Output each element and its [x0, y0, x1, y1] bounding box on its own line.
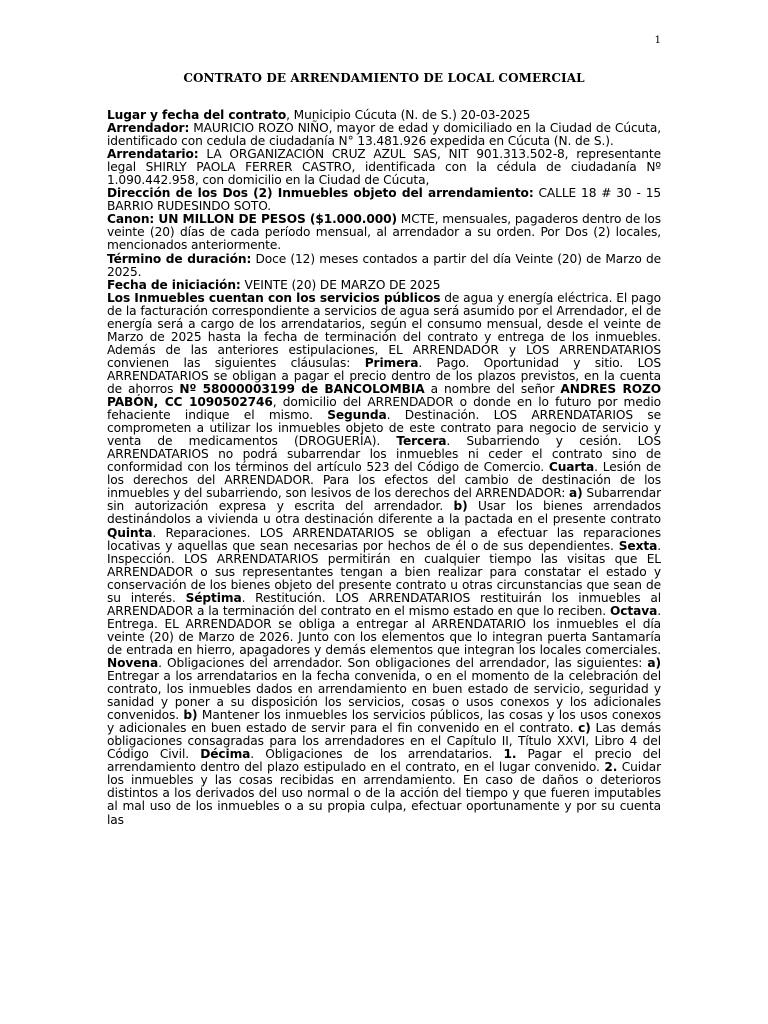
- text-run: Mantener los inmuebles los servicios públicos, las cosas y los usos conexos y adicionales en buen estado de servir para el fin convenido en el contrato.: [107, 708, 661, 736]
- bold-text-run: Quinta: [107, 525, 153, 540]
- text-run: Las demás obligaciones consagradas para los arrendadores en el Capítulo II, Título XXVI, Libro 4 del Código Civil.: [107, 721, 662, 762]
- bold-text-run: Los Inmuebles cuentan con los servicios públicos: [107, 290, 441, 305]
- text-run: . Reparaciones. LOS ARRENDATARIOS se obligan a efectuar las reparaciones locativas y aquellas que sean necesarias por hechos de él o de sus dependientes.: [107, 525, 661, 553]
- text-run: Entregar a los arrendatarios en la fecha convenida, o en el momento de la celebración del contrato, los inmuebles dados en arrendamiento en buen estado de servicio, seguridad y sanidad y poner a su disposición los servicios, cosas o usos conexos y los adicionales convenidos.: [107, 669, 661, 723]
- bold-text-run: Arrendatario:: [107, 147, 199, 162]
- bold-text-run: Canon: UN MILLON DE PESOS ($1.000.000): [107, 212, 397, 227]
- bold-text-run: Décima: [200, 747, 251, 762]
- bold-text-run: Nº 58000003199 de BANCOLOMBIA: [179, 381, 425, 396]
- text-run: MCTE, mensuales, pagaderos dentro de los veinte (20) días de cada período mensual, al arrendador a su orden. Por Dos (2) locales, mencionados anteriormente.: [107, 212, 661, 253]
- contract-body: [107, 109, 661, 827]
- text-run: , domicilio del ARRENDADOR o donde en lo futuro por medio fehaciente indique el mismo.: [107, 395, 662, 423]
- bold-text-run: b): [183, 708, 198, 723]
- text-run: Doce (12) meses contados a partir del día Veinte (20) de Marzo de 2025.: [107, 251, 661, 279]
- bold-text-run: Fecha de iniciación:: [107, 277, 241, 292]
- bold-text-run: Término de duración:: [107, 251, 252, 266]
- bold-text-run: Cuarta: [548, 460, 595, 475]
- bold-text-run: c): [578, 721, 591, 736]
- bold-text-run: Novena: [107, 655, 159, 670]
- bold-text-run: a): [569, 486, 583, 501]
- bold-text-run: Lugar y fecha del contrato: [107, 108, 287, 122]
- text-run: CALLE 18 # 30 - 15 BARRIO RUDESINDO SOTO.: [107, 186, 661, 214]
- text-run: VEINTE (20) DE MARZO DE 2025: [240, 277, 441, 292]
- text-run: MAURICIO ROZO NIÑO, mayor de edad y domiciliado en la Ciudad de Cúcuta, identificado con cedula de ciudadanía N° 13.481.926 expedida en Cúcuta (N. de S.).: [107, 121, 661, 149]
- text-run: LA ORGANIZACIÓN CRUZ AZUL SAS, NIT 901.313.502-8, representante legal SHIRLY PAOLA FERRER CASTRO, identificada con la cédula de ciudadanía Nº 1.090.442.958, con domicilio en la Ciudad de Cúcuta,: [107, 147, 661, 188]
- text-run: . Lesión de los derechos del ARRENDADOR. Para los efectos del cambio de destinación de los inmuebles y del subarriendo, son lesivos de los derechos del ARRENDADOR:: [107, 460, 662, 501]
- text-run: , Municipio Cúcuta (N. de S.) 20-03-2025: [286, 108, 531, 122]
- bold-text-run: Arrendador:: [107, 121, 190, 136]
- contract-paragraph: [107, 187, 661, 213]
- text-run: a nombre del señor: [424, 381, 561, 396]
- text-run: . Restitución. LOS ARRENDATARIOS restituirán los inmuebles al ARRENDADOR a la terminación del contrato en el mismo estado en que lo reciben.: [107, 590, 661, 618]
- text-run: . Obligaciones de los arrendatarios.: [250, 747, 504, 762]
- text-run: . Entrega. EL ARRENDADOR se obliga a entregar al ARRENDATARIO los inmuebles el día veinte (20) de Marzo de 2026. Junto con los elementos que lo integran puerta Santamaría de entrada en hierro, apagadores y demás elementos que integran los locales comerciales.: [107, 603, 661, 657]
- contract-paragraph: [107, 213, 661, 252]
- text-run: Usar los bienes arrendados destinándolos a vivienda u otra destinación diferente a la pactada en el presente contrato: [107, 499, 661, 527]
- bold-text-run: Primera: [364, 355, 419, 370]
- bold-text-run: Sexta: [618, 538, 658, 553]
- bold-text-run: Tercera: [396, 434, 447, 449]
- text-run: . Subarriendo y cesión. LOS ARRENDATARIOS no podrá subarrendar los inmuebles ni ceder el contrato sino de conformidad con los términos del artículo 523 del Código de Comercio.: [107, 434, 661, 475]
- bold-text-run: a): [647, 655, 661, 670]
- text-run: Cuidar los inmuebles y las cosas recibidas en arrendamiento. En caso de daños o deterioros distintos a los derivados del uso normal o de la acción del tiempo y que fueren imputables al mal uso de los inmuebles o a su propia culpa, efectuar oportunamente y por su cuenta las: [107, 760, 662, 827]
- bold-text-run: Segunda: [327, 408, 387, 423]
- contract-paragraph: [107, 253, 661, 279]
- text-run: Subarrendar sin autorización expresa y escrita del arrendador.: [107, 486, 661, 514]
- text-run: . Pago. Oportunidad y sitio. LOS ARRENDATARIOS se obligan a pagar el precio dentro de los plazos previstos, en la cuenta de ahorros: [107, 355, 662, 396]
- page-number: 1: [654, 35, 661, 46]
- bold-text-run: ANDRES ROZO PABÓN, CC 1090502746: [107, 381, 661, 410]
- bold-text-run: 2.: [604, 760, 618, 775]
- contract-paragraph: [107, 148, 661, 187]
- text-run: de agua y energía eléctrica. El pago de la facturación correspondiente a servicios de agua será asumido por el Arrendador, el de energía será a cargo de los arrendatarios, según el consumo mensual, desde el veinte de Marzo de 2025 hasta la fecha de terminación del contrato y entrega de los inmuebles. Además de las anteriores estipulaciones, EL ARRENDADOR y LOS ARRENDATARIOS convienen las siguientes cláusulas:: [107, 290, 662, 370]
- bold-text-run: Dirección de los Dos (2) Inmuebles objeto del arrendamiento:: [107, 186, 534, 201]
- bold-text-run: Séptima: [185, 590, 242, 605]
- bold-text-run: Octava: [610, 603, 658, 618]
- bold-text-run: 1.: [503, 747, 517, 762]
- text-run: . Obligaciones del arrendador. Son obligaciones del arrendador, las siguientes:: [158, 655, 648, 670]
- text-run: . Destinación. LOS ARRENDATARIOS se comprometen a utilizar los inmuebles objeto de este contrato para negocio de servicio y venta de medicamentos (DROGUERÍA).: [107, 408, 661, 449]
- contract-paragraph: [107, 122, 661, 148]
- contract-paragraph: [107, 292, 661, 827]
- bold-text-run: b): [453, 499, 468, 514]
- text-run: Pagar el precio del arrendamiento dentro del plazo estipulado en el contrato, en el lugar convenido.: [107, 747, 661, 775]
- text-run: . Inspección. LOS ARRENDATARIOS permitirán en cualquier tiempo las visitas que EL ARRENDADOR o sus representantes tengan a bien realizar para constatar el estado y conservación de los bienes objeto del presente contrato u otras circunstancias que sean de su interés.: [107, 538, 661, 605]
- document-title: CONTRATO DE ARRENDAMIENTO DE LOCAL COMERCIAL: [183, 71, 585, 85]
